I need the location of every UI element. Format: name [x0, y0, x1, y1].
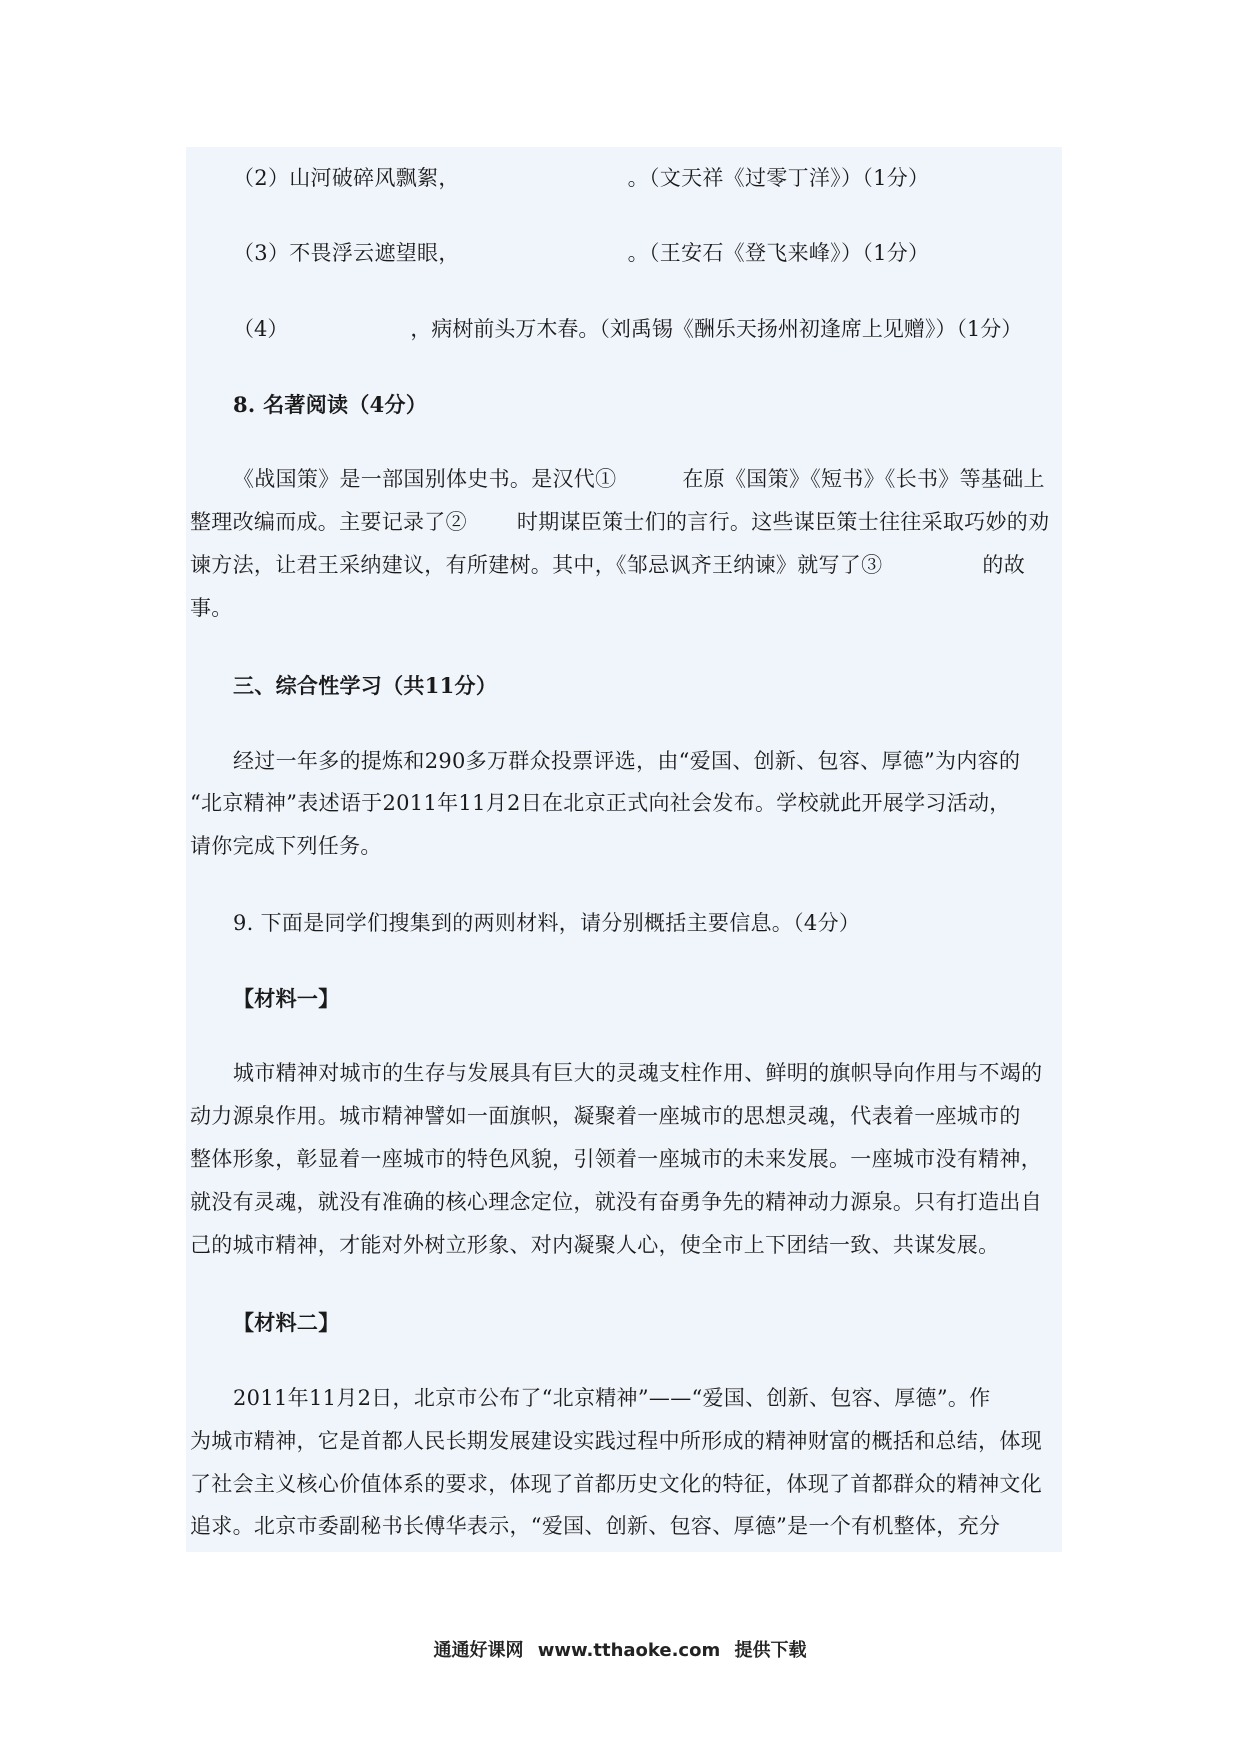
- question-7-4-prompt: （4）: [233, 317, 289, 341]
- section-3-intro-1: 经过一年多的提炼和290多万群众投票评选，由“爱国、创新、包容、厚德”为内容的: [233, 749, 1021, 773]
- text-segment: 时期谋臣策士们的言行。这些谋臣策士往往采取巧妙的劝: [516, 510, 1050, 534]
- material-1-line: 城市精神对城市的生存与发展具有巨大的灵魂支柱作用、鲜明的旗帜导向作用与不竭的: [233, 1061, 1043, 1085]
- question-7-4: [233, 316, 1060, 342]
- material-1-line: 整体形象，彰显着一座城市的特色风貌，引领着一座城市的未来发展。一座城市没有精神，: [190, 1147, 1042, 1171]
- footer-url-link[interactable]: www.tthaoke.com: [537, 1640, 721, 1661]
- question-7-2-prompt: （2）山河破碎风飘絮，: [233, 166, 460, 190]
- material-2-line: 2011年11月2日，北京市公布了“北京精神”——“爱国、创新、包容、厚德”。作: [233, 1386, 991, 1410]
- section-3-heading: 三、综合性学习（共11分）: [233, 673, 498, 698]
- question-9: 9. 下面是同学们搜集到的两则材料，请分别概括主要信息。（4分）: [233, 911, 861, 935]
- material-2-line: 为城市精神，它是首都人民长期发展建设实践过程中所形成的精神财富的概括和总结，体现: [190, 1429, 1042, 1453]
- section-3-intro-3: 请你完成下列任务。: [190, 834, 382, 858]
- material-2-line: 了社会主义核心价值体系的要求，体现了首都历史文化的特征，体现了首都群众的精神文化: [190, 1472, 1042, 1496]
- question-7-3-source: 。（王安石《登飞来峰》）（1分）: [627, 241, 930, 265]
- material-1-heading: 【材料一】: [233, 986, 340, 1011]
- section-8-line-2: [190, 509, 1060, 535]
- text-segment: 的故: [982, 553, 1026, 577]
- material-2-line: 追求。北京市委副秘书长傅华表示，“爱国、创新、包容、厚德”是一个有机整体，充分: [190, 1514, 1001, 1538]
- material-1-line: 动力源泉作用。城市精神譬如一面旗帜，凝聚着一座城市的思想灵魂，代表着一座城市的: [190, 1104, 1021, 1128]
- footer-site-name: 通通好课网: [433, 1640, 524, 1661]
- page-footer: [0, 1636, 1240, 1662]
- section-8-line-4: 事。: [190, 596, 233, 620]
- text-segment: 谏方法，让君王采纳建议，有所建树。其中，《邹忌讽齐王纳谏》就写了③: [190, 553, 883, 577]
- question-7-2-source: 。（文天祥《过零丁洋》）（1分）: [627, 166, 930, 190]
- section-8-line-1: [233, 466, 1060, 492]
- material-2-heading: 【材料二】: [233, 1310, 340, 1335]
- section-8-line-3: [190, 552, 1060, 578]
- section-3-intro-2: “北京精神”表述语于2011年11月2日在北京正式向社会发布。学校就此开展学习活动，: [190, 791, 1011, 815]
- text-segment: 《战国策》是一部国别体史书。是汉代①: [233, 467, 617, 491]
- section-8-heading: 8. 名著阅读（4分）: [233, 392, 428, 417]
- question-7-4-source: ，病树前头万木春。（刘禹锡《酬乐天扬州初逢席上见赠》）（1分）: [410, 317, 1023, 341]
- question-7-3: [233, 240, 1060, 266]
- material-1-line: 己的城市精神，才能对外树立形象、对内凝聚人心，使全市上下团结一致、共谋发展。: [190, 1233, 1000, 1257]
- text-segment: 在原《国策》《短书》《长书》等基础上: [682, 467, 1045, 491]
- footer-suffix: 提供下载: [734, 1640, 807, 1661]
- material-1-line: 就没有灵魂，就没有准确的核心理念定位，就没有奋勇争先的精神动力源泉。只有打造出自: [190, 1190, 1042, 1214]
- question-7-3-prompt: （3）不畏浮云遮望眼，: [233, 241, 460, 265]
- text-segment: 整理改编而成。主要记录了②: [190, 510, 467, 534]
- question-7-2: [233, 165, 1060, 191]
